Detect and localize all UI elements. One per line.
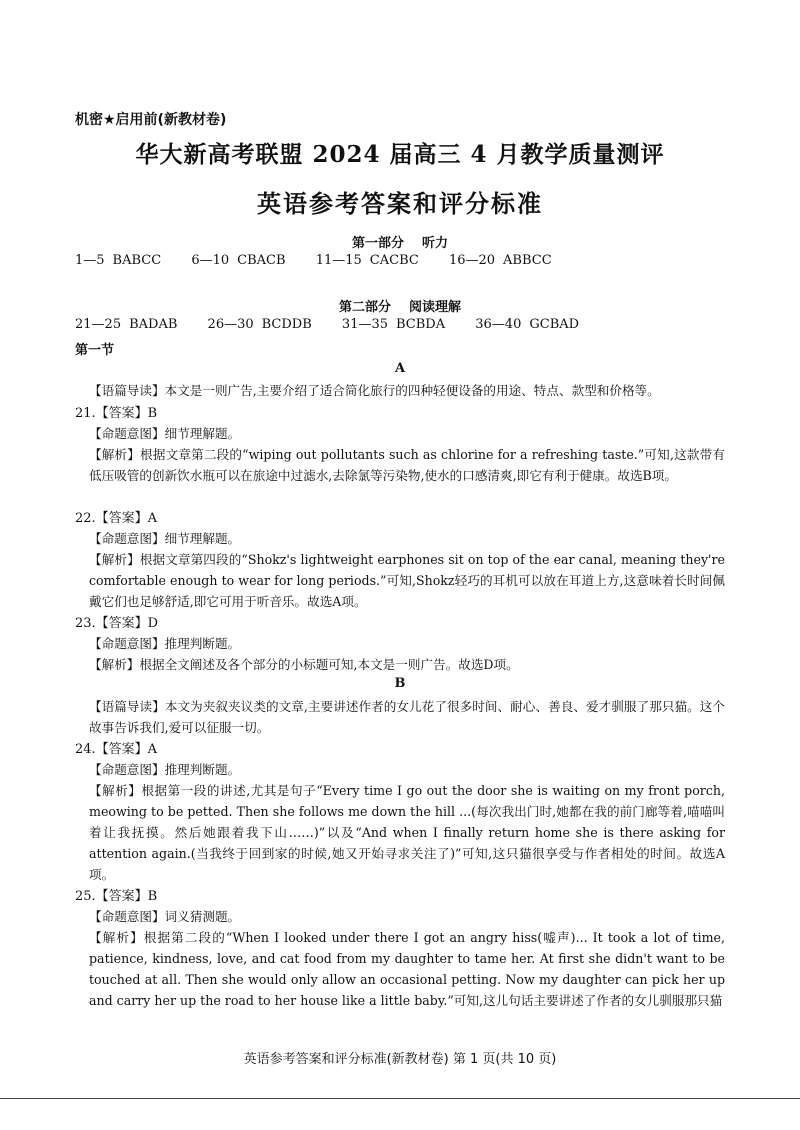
- q24-analysis: 【解析】根据第一段的讲述,尤其是句子“Every time I go out the door she is waiting on my front porch, meowing to be petted. Then she follows me down the hill ...(每次我出门时,她都在我的前门廊等着,喵喵叫着让我抚摸。然后她跟着我下山……)”以及“And when I finally return home she is there asking for attention again.(当我终于回到家的时候,她又开始寻求关注了)”可知,这只猫很享受与作者相处的时间。故选A项。: [89, 783, 725, 882]
- q25-analysis: 【解析】根据第二段的“When I looked under there I got an angry hiss(嘘声)... It took a lot of time, patience, kindness, love, and cat food from my daughter to tame her. At first she didn't want to be touched at all. Then she would only allow an occasional petting. Now my daughter can pick her up and carry her up the road to her house like a little baby.”可知,这儿句话主要讲述了作者的女儿驯服那只猫: [89, 930, 725, 1008]
- q23-analysis: 【解析】根据全文阐述及各个部分的小标题可知,本文是一则广告。故选D项。: [89, 657, 519, 672]
- answer-group: 6—10 CBACB: [191, 253, 286, 268]
- q22-analysis: 【解析】根据文章第四段的“Shokz's lightweight earphones sit on top of the ear canal, meaning they're comfortable enough to wear for long periods.”可知,Shokz轻巧的耳机可以放在耳道上方,这意味着长时间佩戴它们也足够舒适,即它可用于听音乐。故选A项。: [89, 552, 725, 609]
- passage-a-intro: 【语篇导读】本文是一则广告,主要介绍了适合简化旅行的四种轻便设备的用途、特点、款型和价格等。: [89, 383, 660, 398]
- part1-label: 第一部分: [351, 236, 404, 251]
- q25-intent: 【命题意图】词义猜测题。: [89, 909, 241, 924]
- part2-label: 第二部分: [338, 300, 391, 315]
- passage-b-intro: 【语篇导读】本文为夹叙夹议类的文章,主要讲述作者的女儿花了很多时间、耐心、善良、爱才驯服了那只猫。这个故事告诉我们,爱可以征服一切。: [89, 699, 725, 735]
- answer-group: 1—5 BABCC: [75, 253, 162, 268]
- q21-intent: 【命题意图】细节理解题。: [89, 426, 241, 441]
- answer-group: 31—35 BCBDA: [341, 317, 446, 332]
- bottom-divider: [0, 1098, 800, 1099]
- q21-analysis: 【解析】根据文章第二段的“wiping out pollutants such as chlorine for a refreshing taste.”可知,这款带有低压吸管的创新饮水瓶可以在旅途中过滤水,去除氯等污染物,使水的口感清爽,即它有利于健康。故选B项。: [89, 447, 725, 483]
- q24-answer: 24.【答案】A: [75, 742, 158, 757]
- document-subtitle: 英语参考答案和评分标准: [257, 190, 543, 218]
- q21-answer: 21.【答案】B: [75, 406, 158, 421]
- part2-name: 阅读理解: [409, 300, 462, 315]
- confidential-label: 机密★启用前(新教材卷): [75, 112, 227, 128]
- q24-intent: 【命题意图】推理判断题。: [89, 762, 241, 777]
- answer-group: 36—40 GCBAD: [475, 317, 580, 332]
- answer-group: 16—20 ABBCC: [448, 253, 552, 268]
- part1-heading: [0, 232, 800, 251]
- answer-group: 26—30 BCDDB: [207, 317, 312, 332]
- passage-a-letter: A: [394, 361, 406, 376]
- page-footer: 英语参考答案和评分标准(新教材卷) 第 1 页(共 10 页): [243, 1052, 557, 1067]
- section-label: 第一节: [75, 343, 115, 358]
- part2-answers: [75, 317, 605, 332]
- q22-intent: 【命题意图】细节理解题。: [89, 531, 241, 546]
- q22-answer: 22.【答案】A: [75, 511, 158, 526]
- answer-group: 21—25 BADAB: [75, 317, 178, 332]
- part1-name: 听力: [422, 236, 449, 251]
- q25-answer: 25.【答案】B: [75, 889, 158, 904]
- passage-b-letter: B: [394, 676, 406, 691]
- part1-answers: [75, 253, 578, 268]
- q23-answer: 23.【答案】D: [75, 616, 159, 631]
- q23-intent: 【命题意图】推理判断题。: [89, 636, 241, 651]
- answer-group: 11—15 CACBC: [315, 253, 419, 268]
- exam-title: 华大新高考联盟 2024 届高三 4 月教学质量测评: [135, 141, 665, 168]
- part2-heading: [0, 296, 800, 315]
